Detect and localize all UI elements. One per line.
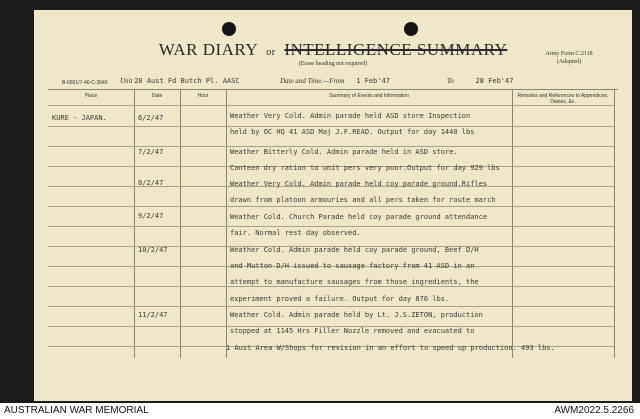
row-rule: [48, 206, 614, 207]
summary-line: and Mutton D/H issued to sausage factory from 41 ASD in an: [230, 262, 475, 270]
summary-line: Weather Cold. Admin parade held coy parade ground, Beef D/H: [230, 246, 479, 254]
column-header-summary: Summary of Events and Information: [329, 93, 409, 99]
summary-line: stopped at 1145 Hrs Filler Nozzle removed and evacuated to: [230, 327, 475, 335]
summary-line: attempt to manufacture sausages from those ingredients, the: [230, 278, 479, 286]
army-form-number: [530, 50, 608, 66]
archive-footer: [0, 403, 640, 419]
date-cell: 7/2/47: [138, 148, 164, 156]
summary-line: Weather Cold. Church Parade held coy parade ground attendance: [230, 213, 488, 221]
date-time-label: Date and Time.—From: [280, 77, 345, 85]
column-divider: [180, 90, 181, 358]
column-header-remarks: Remarks and References to Appendices, Diaries, &c.: [517, 93, 609, 105]
row-rule: [48, 226, 614, 227]
summary-line: Weather Cold. Admin parade held by Lt. J.S.ZETON, production: [230, 311, 483, 319]
date-to-field: [447, 77, 513, 85]
date-to-label: To: [447, 77, 454, 85]
summary-line: fair. Normal rest day observed.: [230, 229, 361, 237]
form-code: B-6661/7-46-C-3040: [62, 80, 108, 86]
summary-line: drawn from platoon armouries and all pers taken for route march: [230, 196, 496, 204]
column-divider: [226, 90, 227, 358]
row-rule: [48, 126, 614, 127]
date-cell: 11/2/47: [138, 311, 168, 319]
column-divider: [512, 90, 513, 358]
date-to-value: 28 Feb'47: [475, 77, 514, 85]
summary-line: experiment proved a failure. Output for day 876 lbs.: [230, 295, 450, 303]
erase-note: (Erase heading not required): [298, 61, 368, 67]
title-intelligence-summary: INTELLIGENCE SUMMARY: [284, 40, 508, 59]
date-time-field: [280, 77, 390, 85]
header-rule: [48, 105, 614, 106]
date-cell: 8/2/47: [138, 179, 164, 187]
unit-label: Unit: [120, 77, 133, 85]
row-rule: [48, 306, 614, 307]
column-header-place: Place: [84, 93, 98, 99]
column-header-date: Date: [151, 93, 163, 99]
summary-line: Weather Very Cold. Admin parade held coy parade ground.Rifles: [230, 180, 488, 188]
column-divider: [614, 90, 615, 358]
unit-value: 20 Aust Fd Butch Pl. AASC: [134, 77, 240, 85]
archive-name: AUSTRALIAN WAR MEMORIAL: [4, 405, 149, 416]
archive-reference: AWM2022.5.2266: [554, 405, 634, 416]
summary-line: 1 Aust Area W/Shops for revision in an effort to speed up production. 493 lbs.: [226, 344, 555, 352]
summary-line: held by OC HQ 41 ASD Maj J.F.READ. Output for day 1440 lbs: [230, 128, 475, 136]
column-header-hour: Hour: [197, 93, 209, 99]
summary-line: Weather Very Cold. Admin parade held ASD store Inspection: [230, 112, 471, 120]
date-cell: 6/2/47: [138, 114, 164, 122]
row-rule: [48, 146, 614, 147]
title-or: or: [266, 47, 276, 58]
summary-line: Weather Bitterly Cold. Admin parade held in ASD store.: [230, 148, 458, 156]
place-cell: KURE - JAPAN.: [52, 114, 107, 122]
title-war-diary: WAR DIARY: [158, 40, 258, 59]
punch-hole: [404, 22, 418, 36]
army-form-adapted: (Adapted): [556, 59, 582, 65]
unit-field: [120, 77, 240, 85]
summary-line: Canteen dry ration to unit pers very poor.Output for day 929 lbs: [230, 164, 500, 172]
date-cell: 10/2/47: [138, 246, 168, 254]
diary-table: [48, 89, 618, 358]
row-rule: [48, 286, 614, 287]
army-form-label: Army Form C.2118: [545, 51, 593, 57]
war-diary-page: [34, 10, 632, 401]
date-from-value: 1 Feb'47: [356, 77, 390, 85]
punch-hole: [222, 22, 236, 36]
date-cell: 9/2/47: [138, 212, 164, 220]
column-divider: [134, 90, 135, 358]
